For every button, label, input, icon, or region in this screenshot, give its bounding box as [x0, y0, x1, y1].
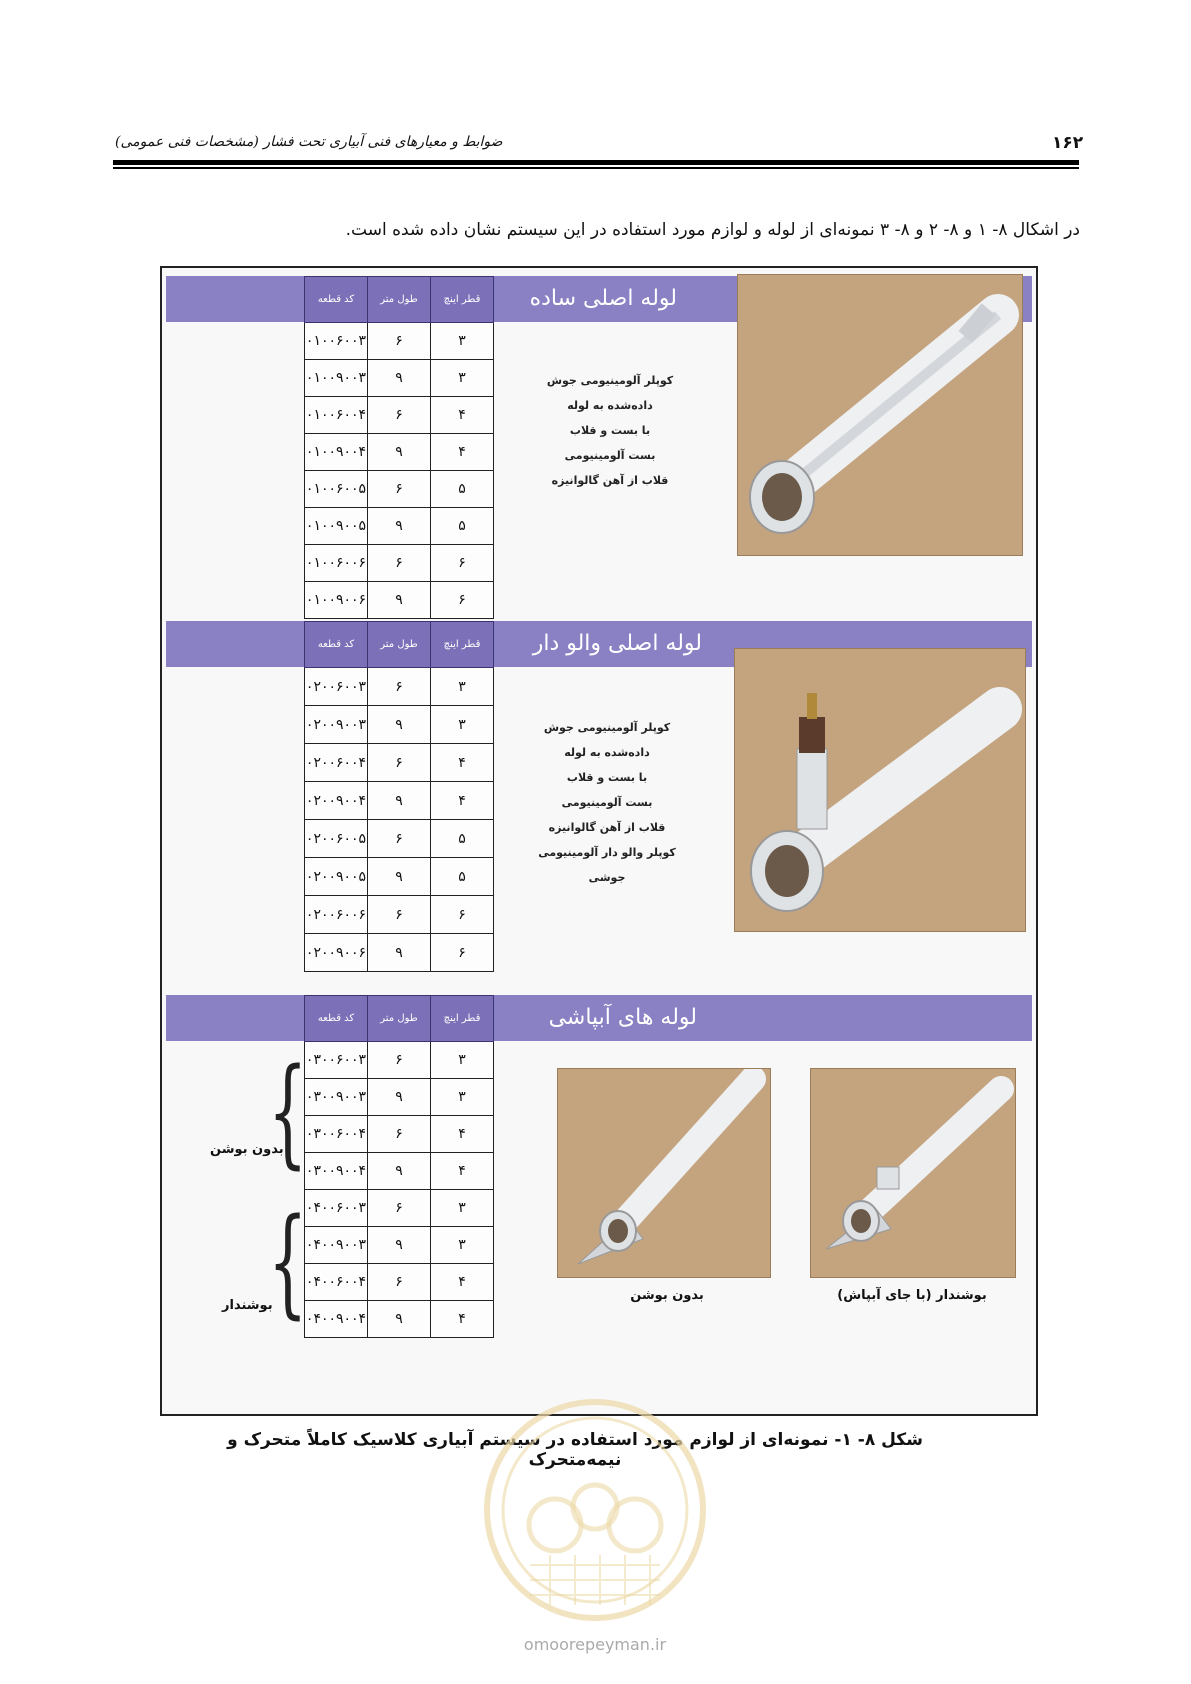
table-row	[305, 545, 494, 582]
table-row	[305, 1042, 494, 1079]
section-band-sprinkler-pipes	[166, 995, 1032, 1041]
section-title: لوله اصلی والو دار	[532, 631, 702, 656]
cell-diameter: ۵	[431, 508, 494, 545]
spec-description	[522, 715, 692, 890]
cell-diameter: ۶	[431, 545, 494, 582]
header-rule-thin	[113, 167, 1079, 169]
cell-code: ۰۲۰۰۶۰۰۶	[305, 896, 368, 934]
table-row	[305, 706, 494, 744]
table-row	[305, 434, 494, 471]
cell-length: ۹	[368, 582, 431, 619]
watermark-seal	[480, 1395, 710, 1625]
col-header-code: کد قطعه	[305, 277, 368, 323]
cell-diameter: ۳	[431, 1042, 494, 1079]
photo-valved-main-pipe	[734, 648, 1026, 932]
description-line: با بست و قلاب	[566, 771, 648, 784]
table-row	[305, 323, 494, 360]
description-line: کوپلر آلومینیومی جوش داده‌شده به لوله	[546, 374, 674, 412]
cell-code: ۰۱۰۰۹۰۰۶	[305, 582, 368, 619]
table-row	[305, 1116, 494, 1153]
col-header-diameter: قطر اینچ	[431, 622, 494, 668]
sprinkler-pipe-bushing-illustration	[811, 1069, 1015, 1277]
cell-code: ۰۴۰۰۹۰۰۳	[305, 1227, 368, 1264]
cell-length: ۹	[368, 1227, 431, 1264]
table-row	[305, 1153, 494, 1190]
cell-code: ۰۴۰۰۹۰۰۴	[305, 1301, 368, 1338]
table-row	[305, 1079, 494, 1116]
col-header-code: کد قطعه	[305, 622, 368, 668]
cell-diameter: ۳	[431, 360, 494, 397]
col-header-diameter: قطر اینچ	[431, 996, 494, 1042]
cell-code: ۰۱۰۰۶۰۰۳	[305, 323, 368, 360]
table-row	[305, 782, 494, 820]
seal-emblem-icon	[480, 1395, 710, 1625]
cell-diameter: ۵	[431, 820, 494, 858]
section-title: لوله های آبپاشی	[548, 1005, 697, 1030]
cell-code: ۰۲۰۰۹۰۰۳	[305, 706, 368, 744]
photo-sprinkler-pipe-without-bushing	[557, 1068, 771, 1278]
cell-code: ۰۱۰۰۶۰۰۴	[305, 397, 368, 434]
cell-code: ۰۴۰۰۶۰۰۴	[305, 1264, 368, 1301]
cell-code: ۰۲۰۰۹۰۰۶	[305, 934, 368, 972]
cell-code: ۰۲۰۰۹۰۰۴	[305, 782, 368, 820]
description-line: با بست و قلاب	[569, 424, 651, 437]
cell-diameter: ۴	[431, 1301, 494, 1338]
spec-table-valved-main-pipe	[304, 621, 494, 972]
pipe-illustration	[738, 275, 1022, 555]
col-header-code: کد قطعه	[305, 996, 368, 1042]
spec-table-sprinkler-pipes	[304, 995, 494, 1338]
group-label-without-bushing: بدون بوشن	[210, 1142, 284, 1157]
table-row	[305, 582, 494, 619]
cell-length: ۶	[368, 896, 431, 934]
cell-diameter: ۶	[431, 582, 494, 619]
pipe-valve-illustration	[735, 649, 1025, 931]
cell-diameter: ۴	[431, 744, 494, 782]
cell-length: ۶	[368, 1116, 431, 1153]
cell-code: ۰۲۰۰۶۰۰۳	[305, 668, 368, 706]
spec-table-plain-main-pipe	[304, 276, 494, 619]
photo-caption-with-bushing: بوشندار (با جای آبپاش)	[837, 1288, 987, 1303]
running-title: ضوابط و معیارهای فنی آبیاری تحت فشار (مشخصات فنی عمومی)	[115, 134, 503, 150]
cell-diameter: ۶	[431, 934, 494, 972]
cell-diameter: ۵	[431, 471, 494, 508]
figure-frame	[160, 266, 1038, 1416]
cell-length: ۶	[368, 668, 431, 706]
cell-code: ۰۱۰۰۹۰۰۵	[305, 508, 368, 545]
cell-length: ۹	[368, 360, 431, 397]
table-row	[305, 858, 494, 896]
cell-diameter: ۴	[431, 434, 494, 471]
header-rule-thick	[113, 160, 1079, 165]
table-row	[305, 471, 494, 508]
cell-length: ۹	[368, 434, 431, 471]
cell-length: ۶	[368, 744, 431, 782]
cell-diameter: ۳	[431, 323, 494, 360]
description-line: کوپلر والو دار آلومینیومی جوشی	[538, 846, 676, 884]
cell-diameter: ۳	[431, 1227, 494, 1264]
photo-sprinkler-pipe-with-bushing	[810, 1068, 1016, 1278]
cell-diameter: ۳	[431, 1190, 494, 1227]
cell-diameter: ۳	[431, 1079, 494, 1116]
table-row	[305, 1264, 494, 1301]
description-line: بست آلومینیومی	[561, 796, 653, 809]
table-row	[305, 820, 494, 858]
cell-diameter: ۳	[431, 668, 494, 706]
cell-code: ۰۳۰۰۹۰۰۳	[305, 1079, 368, 1116]
cell-diameter: ۳	[431, 706, 494, 744]
cell-length: ۹	[368, 858, 431, 896]
col-header-length: طول متر	[368, 622, 431, 668]
cell-length: ۶	[368, 1264, 431, 1301]
col-header-diameter: قطر اینچ	[431, 277, 494, 323]
table-row	[305, 1227, 494, 1264]
cell-length: ۹	[368, 706, 431, 744]
description-line: قلاب از آهن گالوانیزه	[551, 474, 669, 487]
cell-code: ۰۳۰۰۶۰۰۴	[305, 1116, 368, 1153]
table-row	[305, 744, 494, 782]
cell-diameter: ۴	[431, 397, 494, 434]
cell-diameter: ۵	[431, 858, 494, 896]
page-number: ۱۶۲	[1052, 133, 1084, 153]
section-title: لوله اصلی ساده	[529, 286, 677, 311]
description-line: بست آلومینیومی	[564, 449, 656, 462]
photo-caption-without-bushing: بدون بوشن	[630, 1288, 704, 1303]
cell-code: ۰۲۰۰۶۰۰۴	[305, 744, 368, 782]
cell-length: ۶	[368, 820, 431, 858]
cell-length: ۹	[368, 508, 431, 545]
cell-length: ۹	[368, 1153, 431, 1190]
cell-length: ۹	[368, 1301, 431, 1338]
cell-code: ۰۲۰۰۹۰۰۵	[305, 858, 368, 896]
cell-diameter: ۶	[431, 896, 494, 934]
table-row	[305, 896, 494, 934]
group-brace: {	[268, 1042, 308, 1181]
sprinkler-pipe-illustration	[558, 1069, 770, 1277]
spec-description	[530, 368, 690, 493]
cell-code: ۰۱۰۰۶۰۰۶	[305, 545, 368, 582]
cell-length: ۹	[368, 934, 431, 972]
cell-diameter: ۴	[431, 782, 494, 820]
col-header-length: طول متر	[368, 277, 431, 323]
col-header-length: طول متر	[368, 996, 431, 1042]
cell-length: ۶	[368, 323, 431, 360]
cell-length: ۹	[368, 1079, 431, 1116]
table-row	[305, 397, 494, 434]
figure-caption: شکل ۸- ۱- نمونه‌ای از لوازم مورد استفاده در سیستم آبیاری کلاسیک کاملاً متحرک و نیمه‌متحرک	[227, 1430, 923, 1470]
cell-length: ۶	[368, 545, 431, 582]
intro-paragraph: در اشکال ۸- ۱ و ۸- ۲ و ۸- ۳ نمونه‌ای از لوله و لوازم مورد استفاده در این سیستم نشان داده شده است.	[345, 220, 1080, 240]
cell-length: ۶	[368, 1042, 431, 1079]
cell-code: ۰۱۰۰۹۰۰۴	[305, 434, 368, 471]
cell-diameter: ۴	[431, 1264, 494, 1301]
table-row	[305, 1301, 494, 1338]
description-line: کوپلر آلومینیومی جوش داده‌شده به لوله	[543, 721, 671, 759]
watermark-url: omoorepeyman.ir	[523, 1635, 667, 1654]
group-label-with-bushing: بوشندار	[222, 1298, 273, 1313]
cell-length: ۶	[368, 471, 431, 508]
table-row	[305, 668, 494, 706]
cell-code: ۰۱۰۰۹۰۰۳	[305, 360, 368, 397]
cell-length: ۶	[368, 397, 431, 434]
cell-code: ۰۲۰۰۶۰۰۵	[305, 820, 368, 858]
cell-code: ۰۳۰۰۶۰۰۳	[305, 1042, 368, 1079]
table-row	[305, 1190, 494, 1227]
cell-code: ۰۳۰۰۹۰۰۴	[305, 1153, 368, 1190]
group-brace: {	[268, 1192, 308, 1331]
cell-code: ۰۱۰۰۶۰۰۵	[305, 471, 368, 508]
table-row	[305, 360, 494, 397]
table-row	[305, 508, 494, 545]
cell-length: ۶	[368, 1190, 431, 1227]
photo-plain-main-pipe	[737, 274, 1023, 556]
cell-length: ۹	[368, 782, 431, 820]
cell-code: ۰۴۰۰۶۰۰۳	[305, 1190, 368, 1227]
table-row	[305, 934, 494, 972]
cell-diameter: ۴	[431, 1116, 494, 1153]
description-line: قلاب از آهن گالوانیزه	[548, 821, 666, 834]
cell-diameter: ۴	[431, 1153, 494, 1190]
